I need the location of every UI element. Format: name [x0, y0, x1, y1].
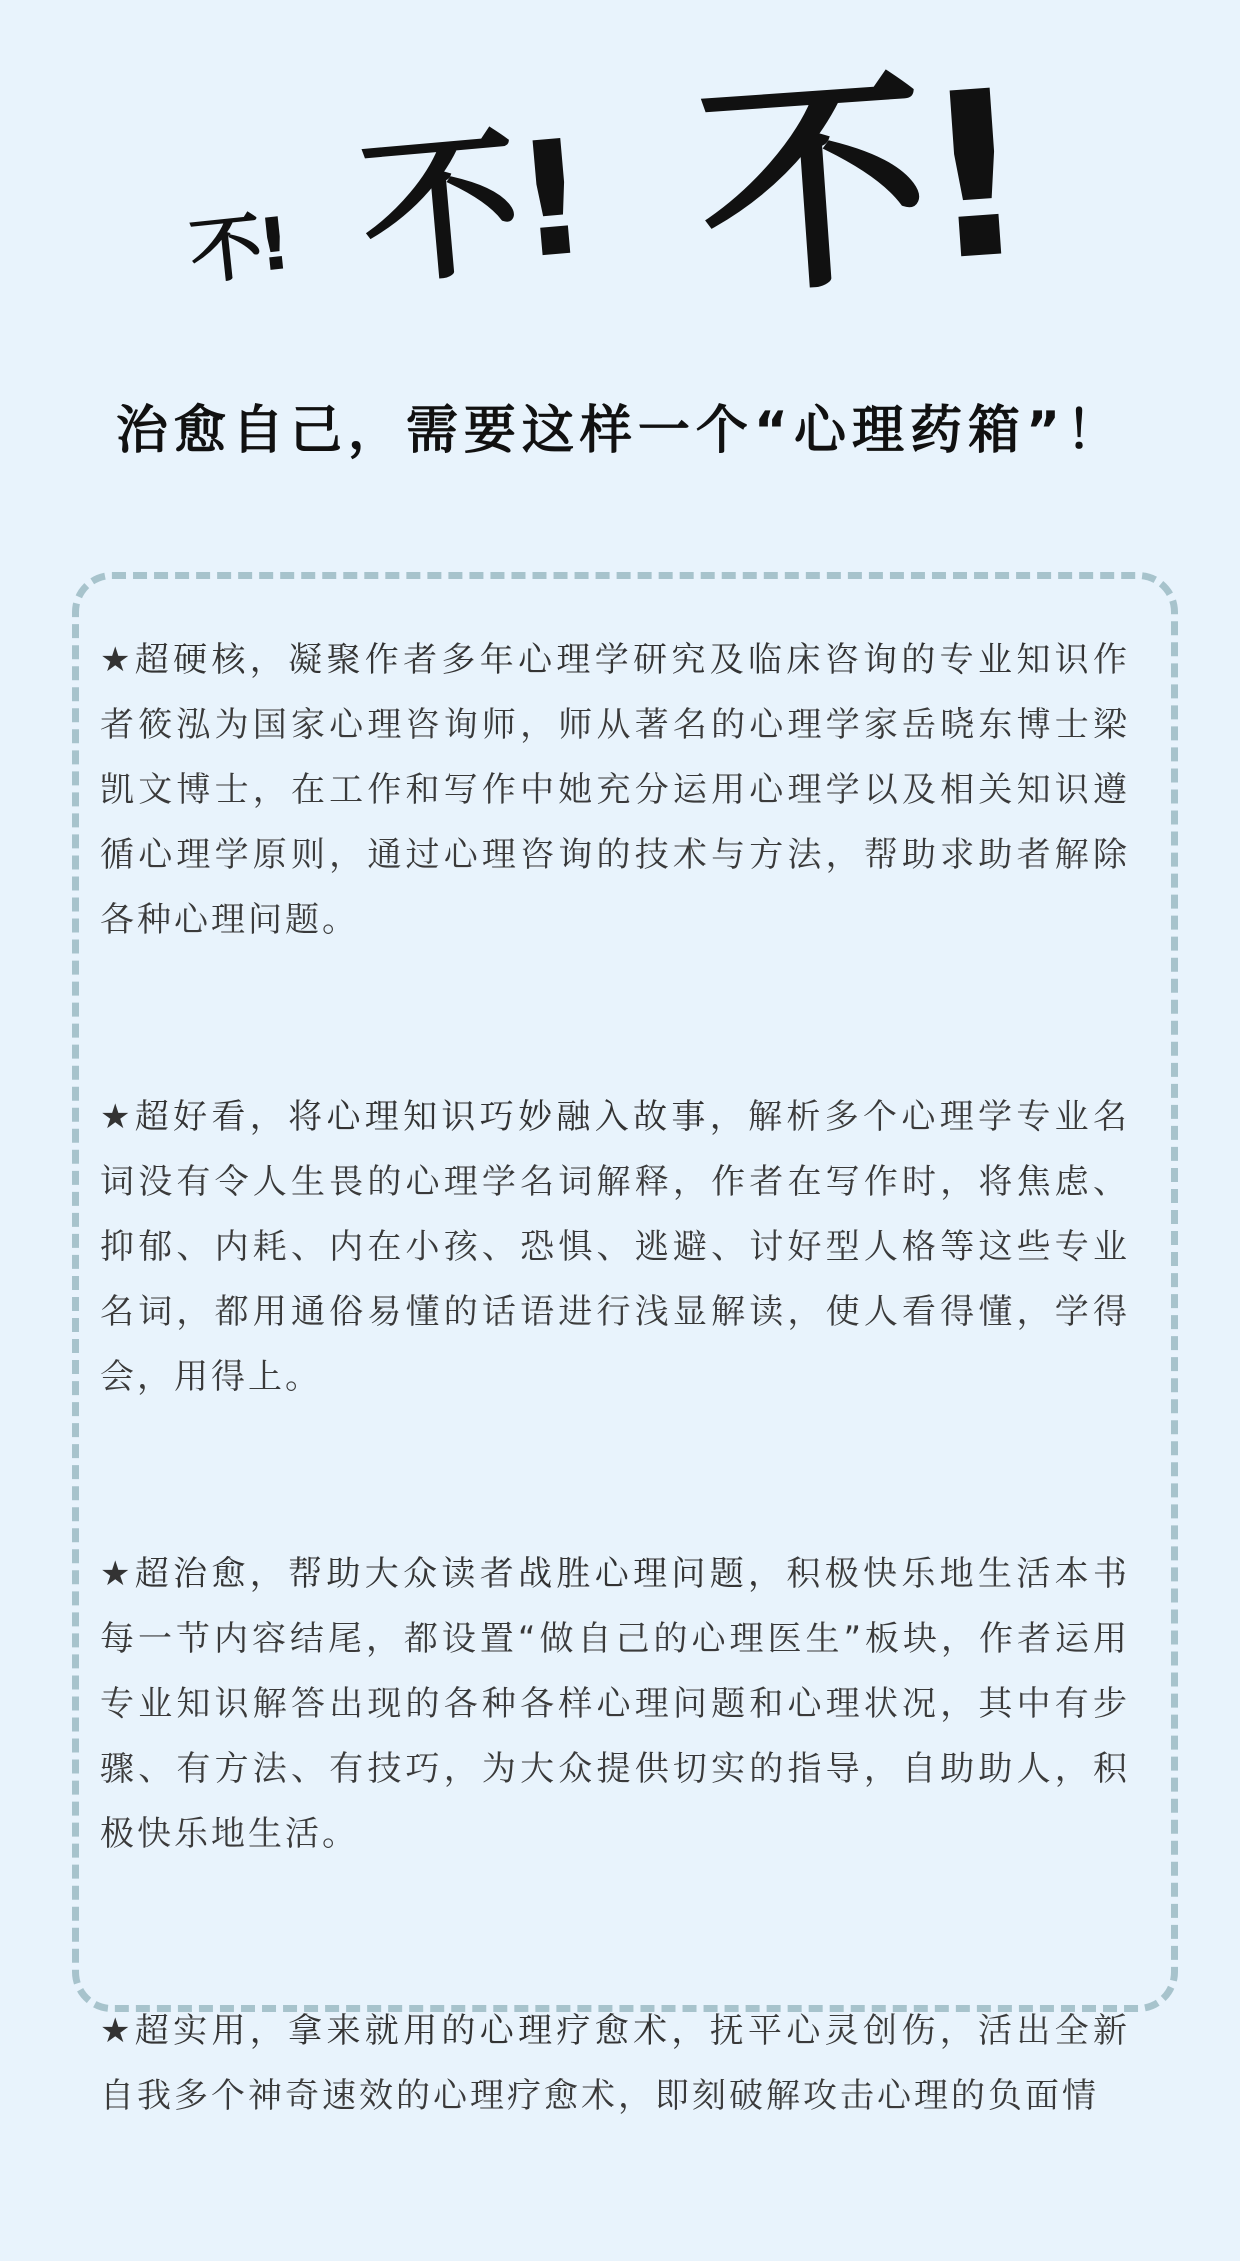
subtitle-heading: 治愈自己，需要这样一个“心理药箱”！	[115, 401, 1125, 461]
feature-list	[100, 628, 1130, 2261]
feature-healing-body: 积极快乐地生活本书每一节内容结尾，都设置“做自己的心理医生”板块，作者运用专业知识解答出现的各种各样心理问题和心理状况，其中有步骤、有方法、有技巧，为大众提供切实的指导，自助助人，积极快乐地生活。	[100, 1554, 1130, 1854]
feature-hardcore	[100, 628, 1130, 953]
feature-healing-heading: ★超治愈，帮助大众读者战胜心理问题，	[100, 1554, 787, 1594]
feature-practical	[100, 1999, 1130, 2129]
feature-healing	[100, 1542, 1130, 1867]
no-exclamation-small: 不!	[185, 201, 291, 295]
feature-practical-heading: ★超实用，拿来就用的心理疗愈术，	[100, 2011, 710, 2051]
feature-readable-heading: ★超好看，将心理知识巧妙融入故事，	[100, 1097, 749, 1137]
feature-hardcore-heading: ★超硬核，凝聚作者多年心理学研究及临床咨询的专业知识	[100, 640, 1093, 680]
no-exclamation-medium: 不!	[354, 105, 592, 309]
feature-readable-body: 解析多个心理学专业名词没有令人生畏的心理学名词解释，作者在写作时，将焦虑、抑郁、内耗、内在小孩、恐惧、逃避、讨好型人格等这些专业名词，都用通俗易懂的话语进行浅显解读，使人看得懂，学得会，用得上。	[100, 1097, 1131, 1397]
no-exclamation-large: 不!	[691, 40, 1033, 328]
feature-practical-body: 抚平心灵创伤，活出全新自我多个神奇速效的心理疗愈术，即刻破解攻击心理的负面情	[100, 2011, 1131, 2116]
feature-hardcore-body: 作者筱泓为国家心理咨询师，师从著名的心理学家岳晓东博士梁凯文博士，在工作和写作中她充分运用心理学以及相关知识遵循心理学原则，通过心理咨询的技术与方法，帮助求助者解除各种心理问题。	[100, 640, 1130, 940]
feature-readable	[100, 1085, 1130, 1410]
